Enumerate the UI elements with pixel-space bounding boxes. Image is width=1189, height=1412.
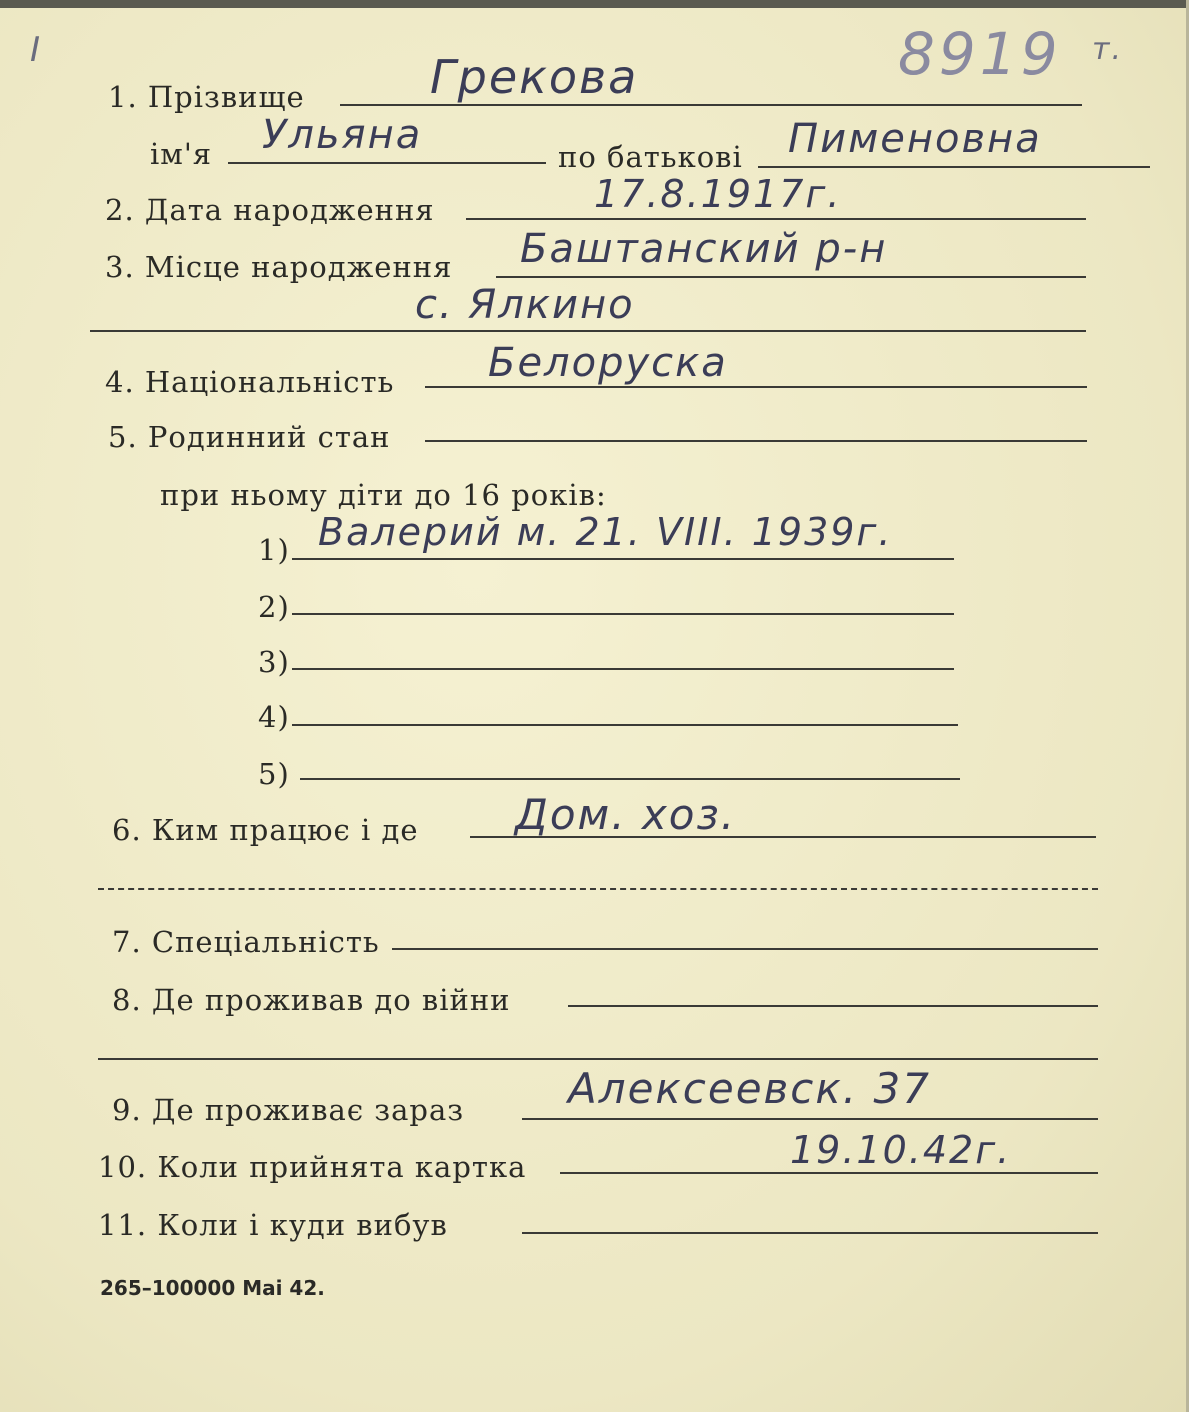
- field-marital-line: [425, 440, 1087, 442]
- field-prewar-residence-label: 8. Де проживав до війни: [112, 983, 511, 1017]
- field-surname-label: 1. Прізвище: [108, 80, 305, 114]
- field-birthdate-line: [466, 218, 1086, 220]
- child-1-value: Валерий м. 21. VIII. 1939г.: [318, 510, 893, 554]
- field-birthplace-value-1: Баштанский р-н: [520, 226, 888, 272]
- field-birthplace-line-1: [496, 276, 1086, 278]
- field-nationality-value: Белоруска: [488, 340, 728, 386]
- field-patronymic-value: Пименовна: [788, 116, 1042, 162]
- field-card-accepted-value: 19.10.42г.: [790, 1128, 1012, 1172]
- field-surname-value: Грекова: [430, 50, 639, 104]
- child-1-label: 1): [258, 533, 290, 567]
- field-specialty-label: 7. Спеціальність: [112, 925, 380, 959]
- field-card-accepted-line: [560, 1172, 1098, 1174]
- field-departed-label: 11. Коли і куди вибув: [98, 1208, 448, 1242]
- child-3-line: [292, 668, 954, 670]
- child-2-label: 2): [258, 590, 290, 624]
- field-current-residence-value: Алексеевск. 37: [568, 1064, 931, 1113]
- field-card-accepted-label: 10. Коли прийнята картка: [98, 1150, 527, 1184]
- field-prewar-residence-line: [568, 1005, 1098, 1007]
- field-specialty-line: [392, 948, 1098, 950]
- child-4-label: 4): [258, 700, 290, 734]
- field-occupation-label: 6. Ким працює і де: [112, 813, 419, 847]
- child-3-label: 3): [258, 645, 290, 679]
- field-nationality-line: [425, 386, 1087, 388]
- child-5-line: [300, 778, 960, 780]
- card-suffix: т.: [1092, 32, 1124, 67]
- children-label: при ньому діти до 16 років:: [160, 478, 607, 512]
- field-surname-line: [340, 104, 1082, 106]
- field-birthplace-line-2: [90, 330, 1086, 332]
- field-departed-line: [522, 1232, 1098, 1234]
- field-name-value: Ульяна: [262, 112, 423, 158]
- field-name-line: [228, 162, 546, 164]
- field-prewar-residence-line-2: [98, 1058, 1098, 1060]
- field-occupation-value: Дом. хоз.: [515, 790, 737, 839]
- field-name-label: ім'я: [150, 137, 213, 171]
- child-4-line: [292, 724, 958, 726]
- print-mark: 265–100000 Mai 42.: [100, 1276, 325, 1300]
- child-5-label: 5): [258, 757, 290, 791]
- child-1-line: [292, 558, 954, 560]
- field-marital-label: 5. Родинний стан: [108, 420, 391, 454]
- field-patronymic-label: по батькові: [558, 140, 743, 174]
- corner-mark: I: [30, 30, 43, 70]
- field-birthplace-value-2: с. Ялкино: [415, 282, 635, 328]
- child-2-line: [292, 613, 954, 615]
- field-nationality-label: 4. Національність: [105, 365, 395, 399]
- top-edge-shadow: [0, 0, 1189, 8]
- card-number: 8919: [898, 20, 1062, 88]
- field-patronymic-line: [758, 166, 1150, 168]
- field-occupation-line-2: [98, 888, 1098, 890]
- field-birthdate-label: 2. Дата народження: [105, 193, 435, 227]
- field-birthdate-value: 17.8.1917г.: [594, 172, 842, 216]
- field-current-residence-label: 9. Де проживає зараз: [112, 1093, 465, 1127]
- field-birthplace-label: 3. Місце народження: [105, 250, 453, 284]
- field-current-residence-line: [522, 1118, 1098, 1120]
